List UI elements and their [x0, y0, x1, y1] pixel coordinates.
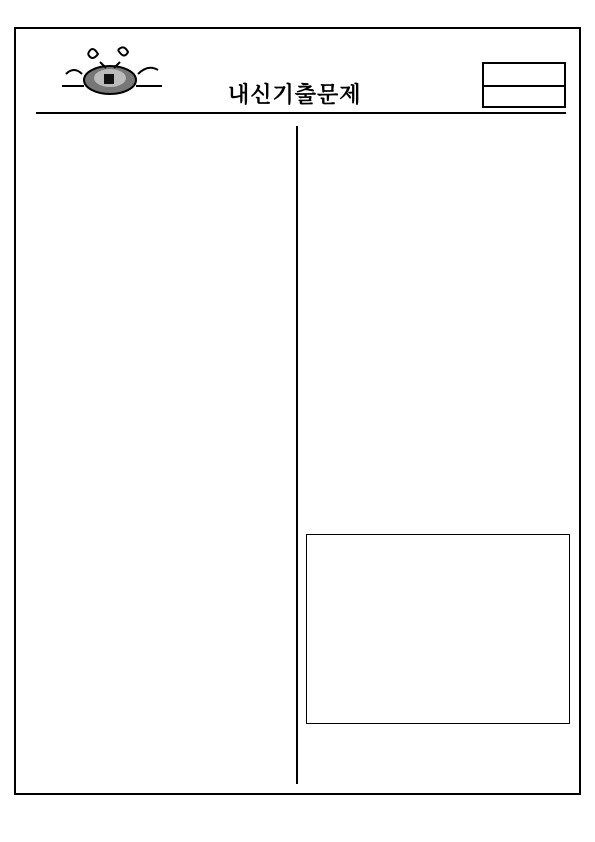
info-box — [482, 62, 566, 108]
boxed-content — [306, 534, 570, 724]
info-box-bottom — [484, 85, 564, 108]
mascot-logo — [58, 40, 168, 102]
info-box-top — [484, 64, 564, 85]
page-title: 내신기출문제 — [228, 83, 362, 108]
header-rule — [36, 112, 566, 114]
column-divider — [296, 126, 298, 784]
